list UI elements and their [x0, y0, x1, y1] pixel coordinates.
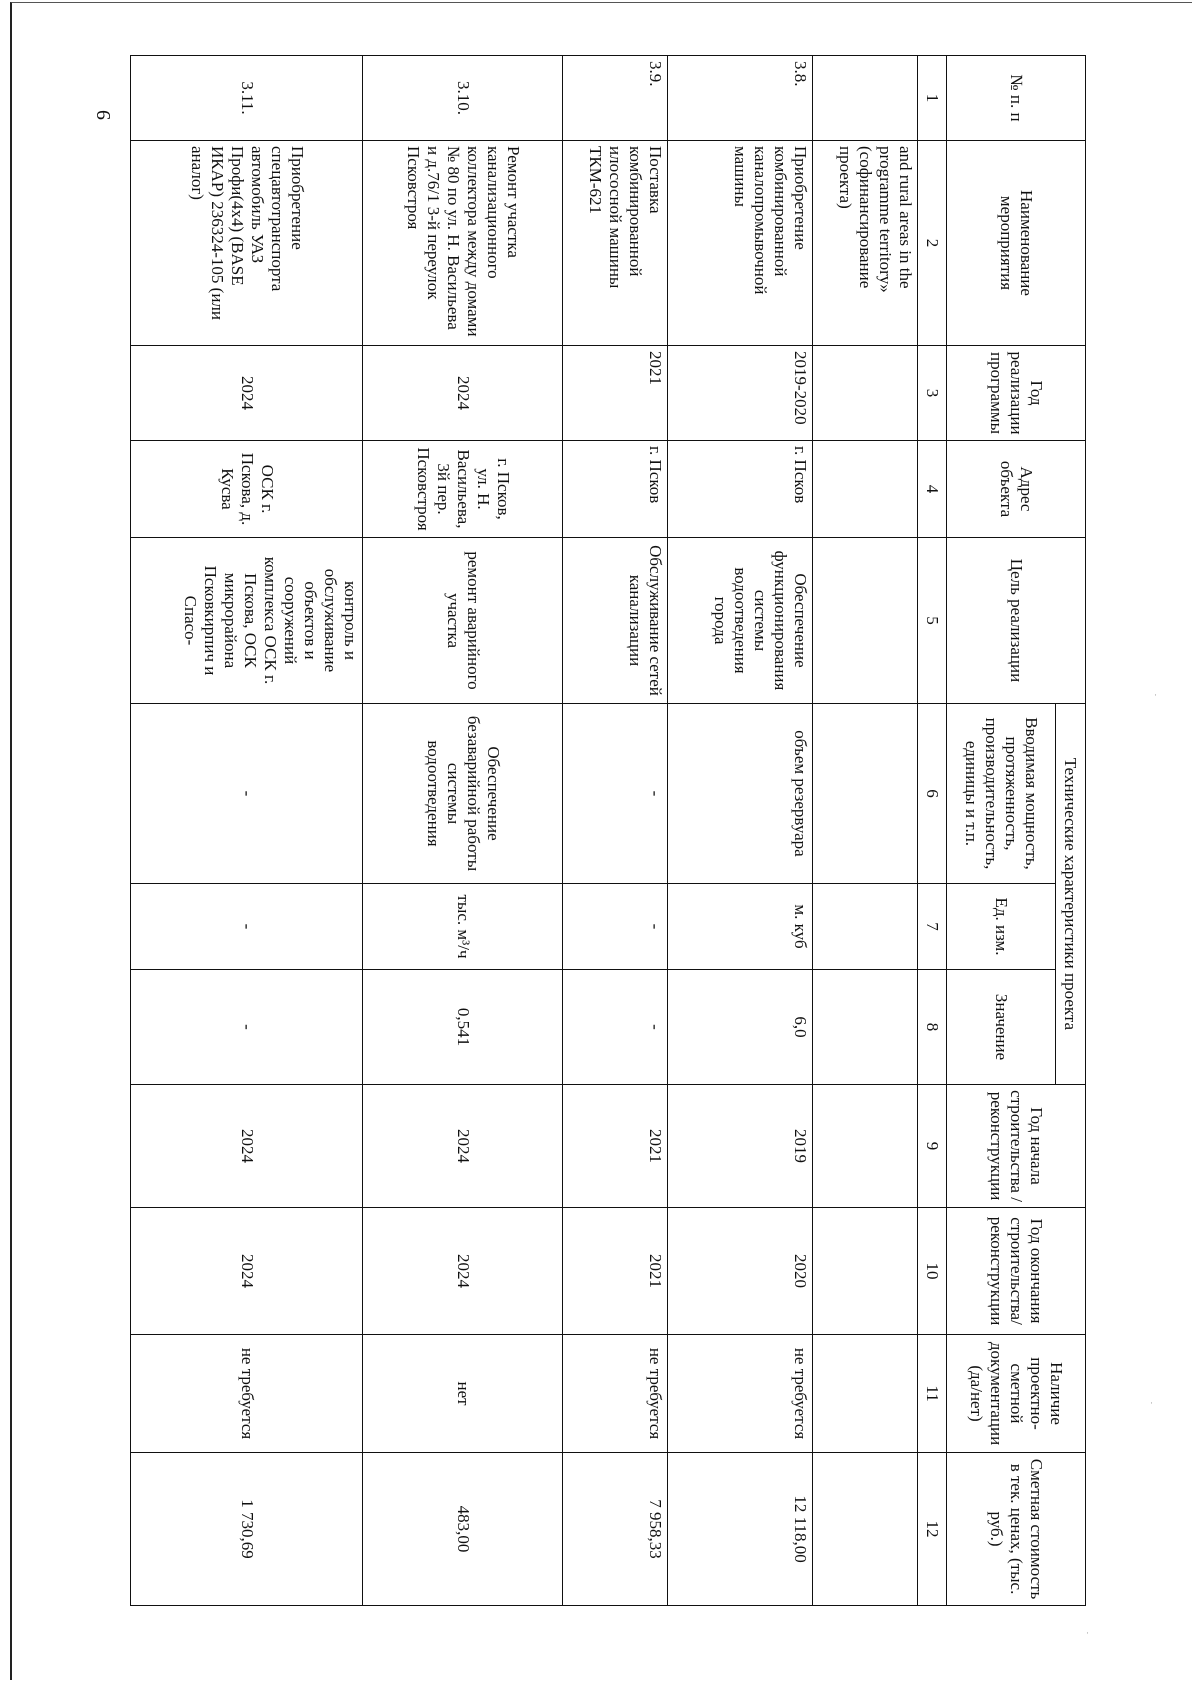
cell-capacity [813, 704, 918, 884]
cell-value [813, 970, 918, 1085]
header-cost: Сметная стоимость в тек. ценах, (тыс. руб.) [946, 1453, 1085, 1606]
cell-start: 2024 [131, 1085, 363, 1208]
cell-start [813, 1085, 918, 1208]
cell-end: 2024 [131, 1208, 363, 1335]
col-number: 4 [917, 441, 946, 538]
cell-year: 2024 [363, 346, 563, 441]
header-tech-group: Технические характеристики проекта [1055, 704, 1085, 1085]
cell-capacity: объем резервуара [667, 704, 812, 884]
page-number: 9 [93, 110, 115, 120]
cell-start: 2021 [563, 1085, 668, 1208]
col-number: 12 [917, 1453, 946, 1606]
col-number: 7 [917, 884, 946, 970]
cell-name: Поставка комбинированной илососной машины ТКМ-621 [563, 141, 668, 346]
cell-name: and rural areas in the programme territory» (софинансирование проекта) [813, 141, 918, 346]
cell-end: 2024 [363, 1208, 563, 1335]
header-docs: Наличие проектно-сметной документации (да/нет) [946, 1335, 1085, 1453]
col-number: 11 [917, 1335, 946, 1453]
cell-unit [813, 884, 918, 970]
scan-speck: · [1086, 1628, 1089, 1638]
cell-end: 2020 [667, 1208, 812, 1335]
table-row [667, 56, 812, 1606]
cell-year: 2021 [563, 346, 668, 441]
cell-start: 2019 [667, 1085, 812, 1208]
projects-table [130, 55, 1086, 1606]
header-row-1 [1055, 56, 1085, 1606]
cell-address: ОСК г. Пскова, д. Кусва [131, 441, 363, 538]
cell-year [813, 346, 918, 441]
header-year: Год реализации программы [946, 346, 1085, 441]
col-number: 1 [917, 56, 946, 141]
cell-capacity: Обеспечение безаварийной работы системы водоотведения [363, 704, 563, 884]
cell-address: г. Псков [563, 441, 668, 538]
header-unit: Ед. изм. [946, 884, 1055, 970]
cell-value: - [131, 970, 363, 1085]
cell-goal: Обслуживание сетей канализации [563, 538, 668, 704]
cell-address: г. Псков [667, 441, 812, 538]
col-number: 6 [917, 704, 946, 884]
cell-address [813, 441, 918, 538]
cell-value: - [563, 970, 668, 1085]
header-address: Адрес объекта [946, 441, 1085, 538]
cell-docs: не требуется [131, 1335, 363, 1453]
col-number: 10 [917, 1208, 946, 1335]
cell-docs: не требуется [563, 1335, 668, 1453]
cell-no: 3.10. [363, 56, 563, 141]
cell-no: 3.8. [667, 56, 812, 141]
header-start-year: Год начала строительства /реконструкции [946, 1085, 1085, 1208]
cell-year: 2024 [131, 346, 363, 441]
cell-no [813, 56, 918, 141]
cell-value: 6,0 [667, 970, 812, 1085]
table-row [563, 56, 668, 1606]
rotated-table-container [130, 55, 1086, 1605]
cell-cost [813, 1453, 918, 1606]
cell-goal: контроль и обслуживание объектов и сооружений комплекса ОСК г. Пскова, ОСК микрорайона Псковкирпич и Спасо- [131, 538, 363, 704]
cell-docs: не требуется [667, 1335, 812, 1453]
col-number: 3 [917, 346, 946, 441]
cell-capacity: - [563, 704, 668, 884]
col-number: 8 [917, 970, 946, 1085]
cell-year: 2019-2020 [667, 346, 812, 441]
column-number-row [917, 56, 946, 1606]
cell-end [813, 1208, 918, 1335]
table-row [363, 56, 563, 1606]
header-capacity: Вводимая мощность, протяженность, производительность, единицы и т.п. [946, 704, 1055, 884]
col-number: 5 [917, 538, 946, 704]
cell-capacity: - [131, 704, 363, 884]
header-end-year: Год окончания строительства/реконструкции [946, 1208, 1085, 1335]
cell-name: Приобретение комбинированной каналопромывочной машины [667, 141, 812, 346]
cell-no: 3.9. [563, 56, 668, 141]
cell-cost: 1 730,69 [131, 1453, 363, 1606]
cell-name: Приобретение спецавтотранспорта автомобиль УАЗ Профи(4х4) (BASE ИКАР) 236324-105 (или аналог) [131, 141, 363, 346]
table-row [813, 56, 918, 1606]
cell-cost: 483,00 [363, 1453, 563, 1606]
cell-end: 2021 [563, 1208, 668, 1335]
cell-docs: нет [363, 1335, 563, 1453]
scan-speck: · [1154, 690, 1157, 700]
cell-start: 2024 [363, 1085, 563, 1208]
scan-speck: · [1150, 1398, 1153, 1408]
cell-unit: - [563, 884, 668, 970]
cell-value: 0,541 [363, 970, 563, 1085]
cell-name: Ремонт участка канализационного коллектора между домами № 80 по ул. Н. Васильева и д.76/1 3-й переулок Псковстроя [363, 141, 563, 346]
header-num: № п. п [946, 56, 1085, 141]
col-number: 9 [917, 1085, 946, 1208]
header-value: Значение [946, 970, 1055, 1085]
cell-goal: ремонт аварийного участка [363, 538, 563, 704]
cell-goal: Обеспечение функционирования системы водоотведения города [667, 538, 812, 704]
cell-unit: тыс. м³/ч [363, 884, 563, 970]
cell-docs [813, 1335, 918, 1453]
cell-address: г. Псков, ул. Н. Васильева, 3й пер. Псковстроя [363, 441, 563, 538]
cell-goal [813, 538, 918, 704]
col-number: 2 [917, 141, 946, 346]
cell-cost: 7 958,33 [563, 1453, 668, 1606]
cell-no: 3.11. [131, 56, 363, 141]
header-name: Наименование мероприятия [946, 141, 1085, 346]
cell-cost: 12 118,00 [667, 1453, 812, 1606]
table-row [131, 56, 363, 1606]
header-goal: Цель реализации [946, 538, 1085, 704]
cell-unit: - [131, 884, 363, 970]
cell-unit: м. куб [667, 884, 812, 970]
